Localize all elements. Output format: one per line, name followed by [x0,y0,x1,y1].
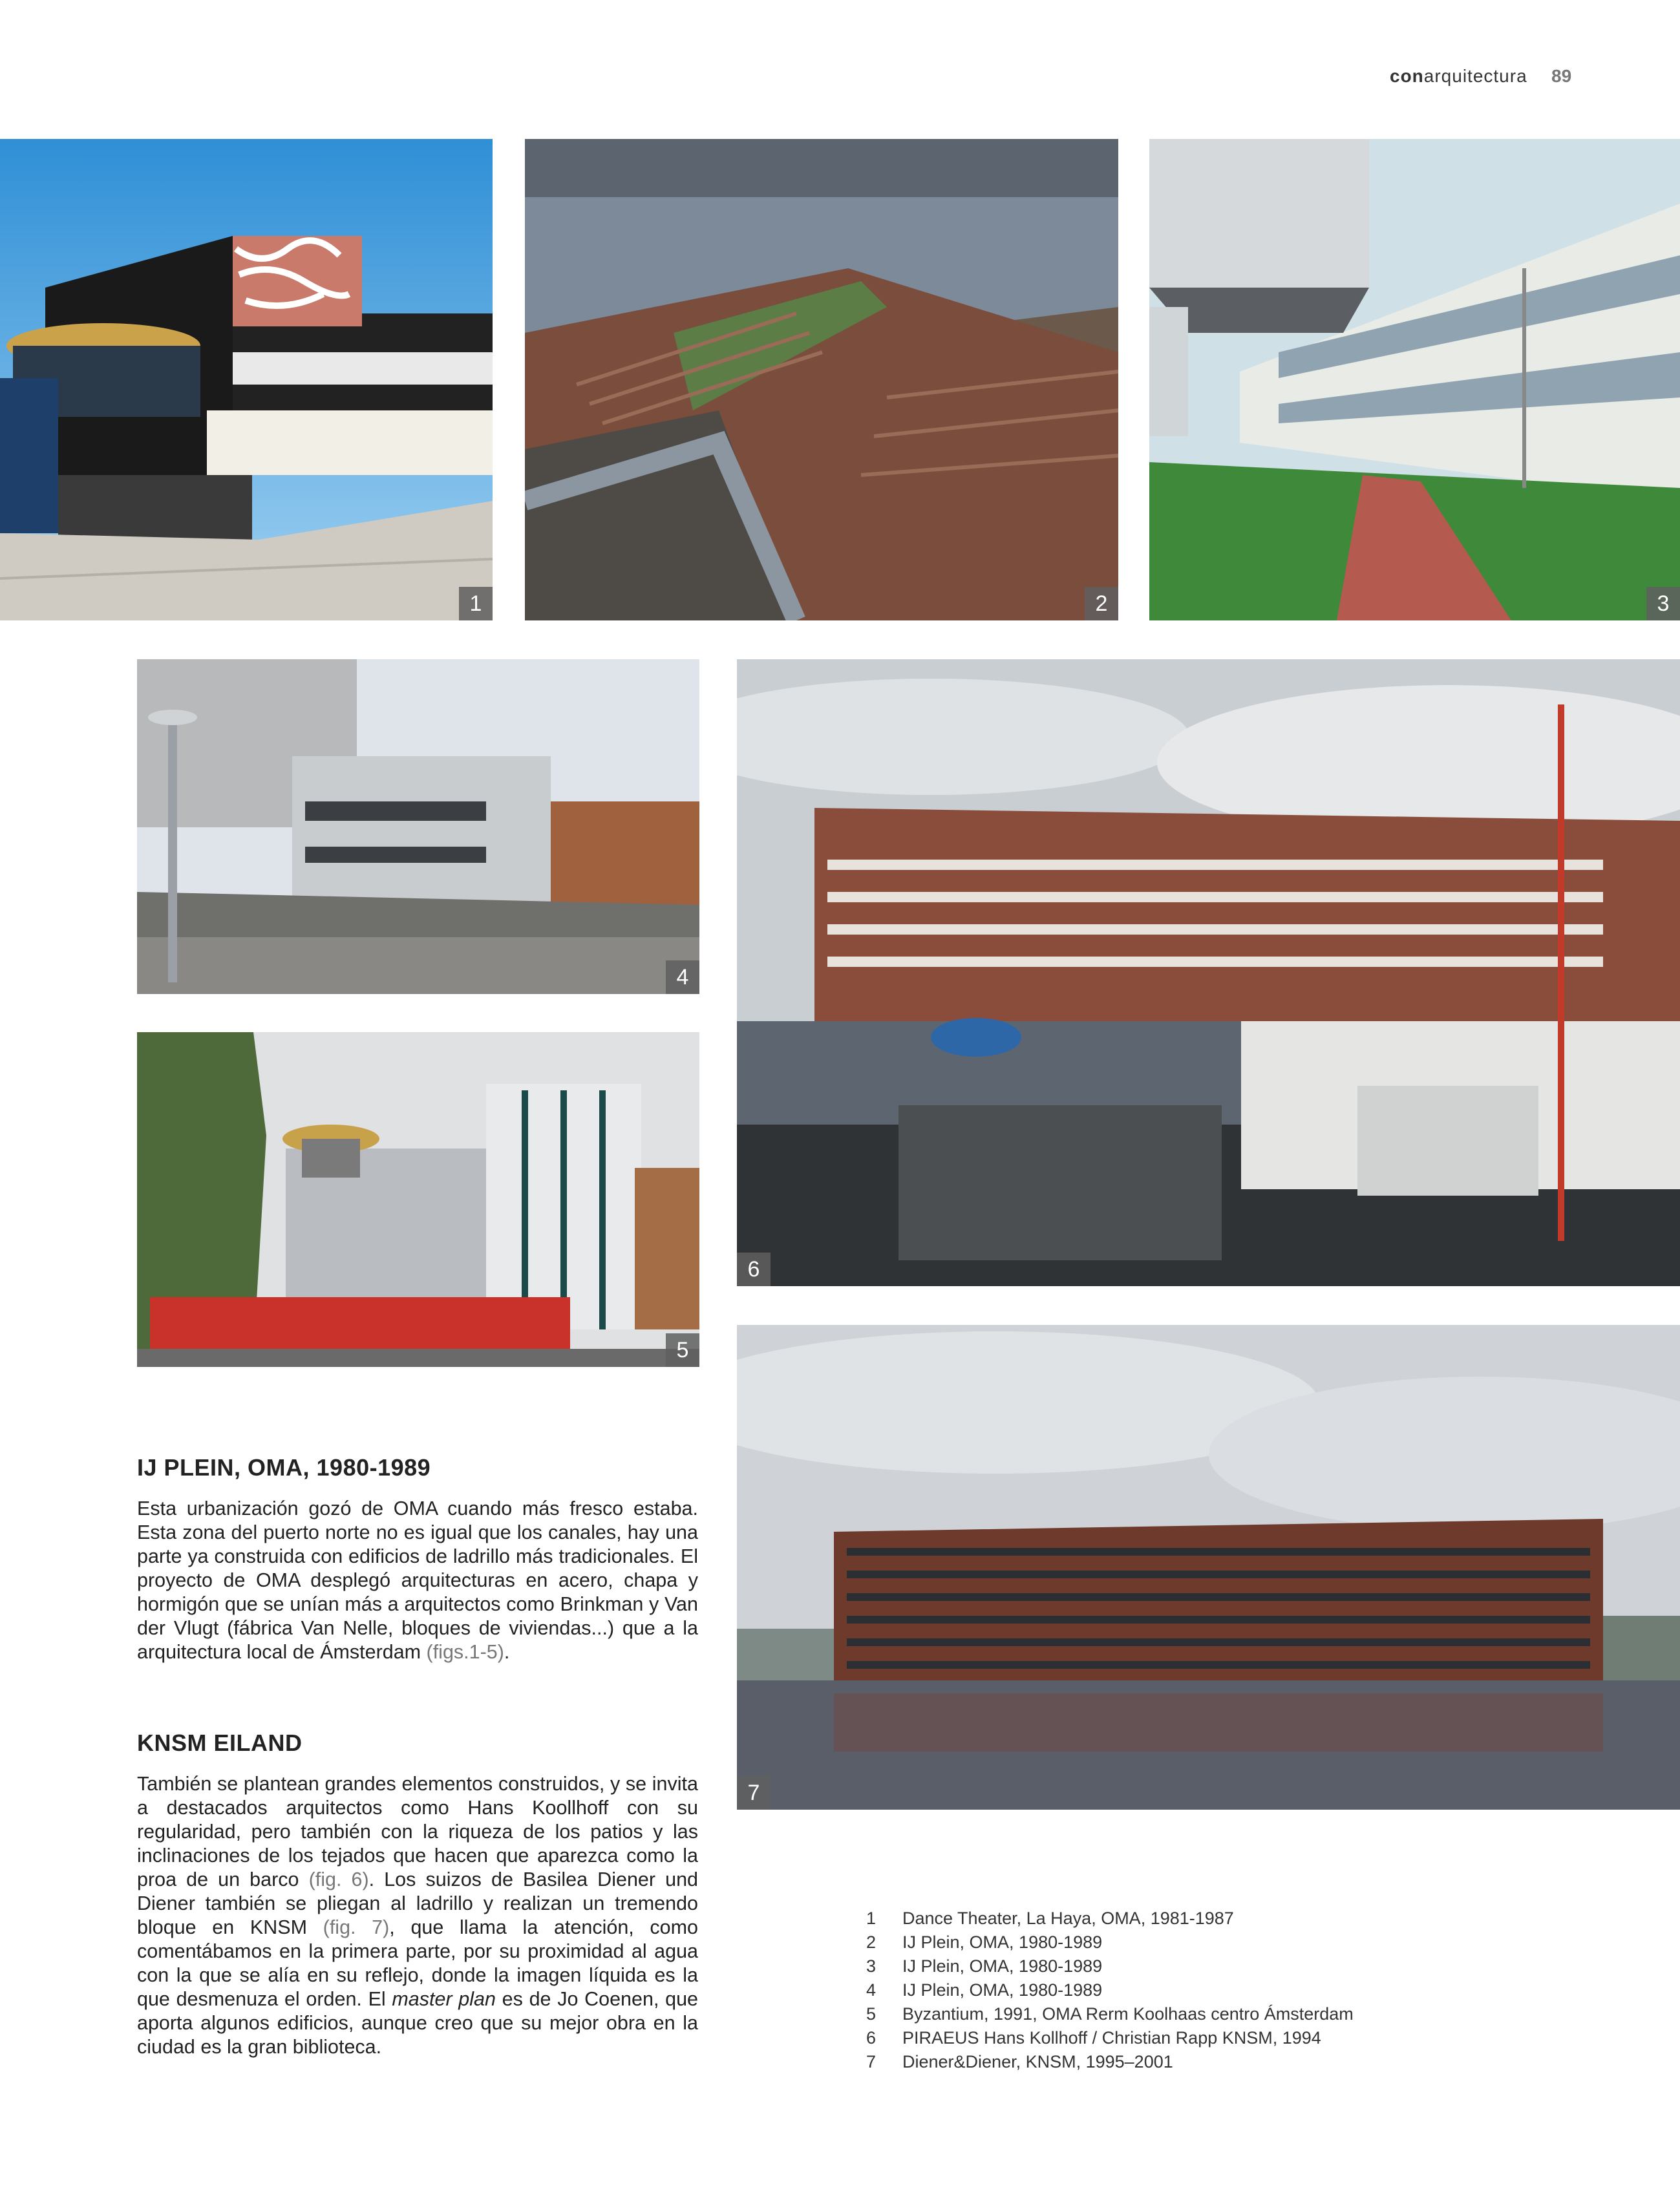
caption-row [866,1907,1577,1931]
caption-row [866,2026,1577,2050]
photo-2-image [525,139,1118,620]
knsm-text-2: . Los suizos de Basilea Diener und Diener también se pliegan al ladrillo y realizan un tremendo bloque en KNSM [137,1868,699,1938]
caption-number: 2 [866,1932,877,1952]
knsm-text-3: , que llama la atención, como comentábamos en la primera parte, por su proximidad al agua con la que se alía en su reflejo, donde la imagen líquida es la que desmenuza el orden. El [137,1916,699,2010]
figure-number-5: 5 [666,1333,699,1367]
photo-1-image [0,139,493,620]
caption-text: PIRAEUS Hans Kollhoff / Christian Rapp KNSM, 1994 [902,2028,1321,2048]
photo-4-image [137,659,699,994]
photo-3-image [1149,139,1680,620]
caption-number: 6 [866,2028,877,2048]
page-number: 89 [1551,66,1572,86]
knsm-italic-term: master plan [392,1988,496,2010]
ij-plein-text: Esta urbanización gozó de OMA cuando más fresco estaba. Esta zona del puerto norte no es igual que los canales, hay una parte ya construida con edificios de ladrillo más tradicionales. El proyecto de OMA desplegó arquitecturas en acero, chapa y hormigón que se unían más a arquitectos como Brinkman y Van der Vlugt (fábrica Van Nelle, bloques de viviendas...) que a la arquitectura local de Ámsterdam [137,1498,698,1663]
photo-6-image [737,659,1680,1286]
figure-number-1: 1 [459,587,493,620]
caption-text: IJ Plein, OMA, 1980-1989 [902,1956,1103,1976]
ij-plein-text-end: . [504,1641,510,1663]
figure-reference: (fig. 6) [308,1868,369,1890]
section-title-ij-plein: IJ PLEIN, OMA, 1980-1989 [137,1454,431,1481]
caption-number: 5 [866,2004,877,2024]
caption-row [866,1978,1577,2002]
knsm-text-4: es de Jo Coenen, que aporta algunos edificios, aunque creo que su mejor obra en la ciudad es la gran biblioteca. [137,1988,698,2058]
photo-2-aerial-ij-plein [525,139,1118,620]
caption-number: 1 [866,1909,877,1928]
section-body-knsm-eiland [137,1772,698,2059]
figure-captions [866,1907,1577,2074]
knsm-text-1: También se plantean grandes elementos construidos, y se invita a destacados arquitectos como Hans Koollhoff con su regularidad, pero también con la riqueza de los patios y las inclinaciones de los tejados que hacen que aparezca como la proa de un barco [137,1773,698,1890]
caption-number: 4 [866,1980,877,2000]
caption-text: Dance Theater, La Haya, OMA, 1981-1987 [902,1909,1234,1928]
photo-7-image [737,1325,1680,1810]
photo-5-byzantium [137,1032,699,1367]
brand-bold: con [1390,66,1424,86]
photo-7-diener-knsm [737,1325,1680,1810]
photo-4-ij-plein-street [137,659,699,994]
caption-text: IJ Plein, OMA, 1980-1989 [902,1932,1103,1952]
caption-row [866,2050,1577,2074]
photo-5-image [137,1032,699,1367]
caption-text: IJ Plein, OMA, 1980-1989 [902,1980,1103,2000]
brand-rest: arquitectura [1423,66,1527,86]
figure-number-6: 6 [737,1253,771,1286]
figure-reference: (fig. 7) [323,1916,390,1938]
caption-row [866,2002,1577,2026]
photo-6-piraeus-knsm [737,659,1680,1286]
figure-number-4: 4 [666,960,699,994]
caption-text: Byzantium, 1991, OMA Rerm Koolhaas centro Ámsterdam [902,2004,1354,2024]
caption-number: 3 [866,1956,877,1976]
section-title-knsm-eiland: KNSM EILAND [137,1730,303,1756]
magazine-brand [1390,66,1527,87]
section-body-ij-plein [137,1497,698,1664]
caption-row [866,1931,1577,1954]
caption-row [866,1954,1577,1978]
photo-1-dance-theater [0,139,493,620]
figure-number-7: 7 [737,1776,771,1810]
figure-number-3: 3 [1646,587,1680,620]
photo-3-housing-row [1149,139,1680,620]
caption-text: Diener&Diener, KNSM, 1995–2001 [902,2052,1173,2071]
caption-number: 7 [866,2052,877,2071]
figure-number-2: 2 [1085,587,1118,620]
figure-reference: (figs.1-5) [426,1641,504,1663]
